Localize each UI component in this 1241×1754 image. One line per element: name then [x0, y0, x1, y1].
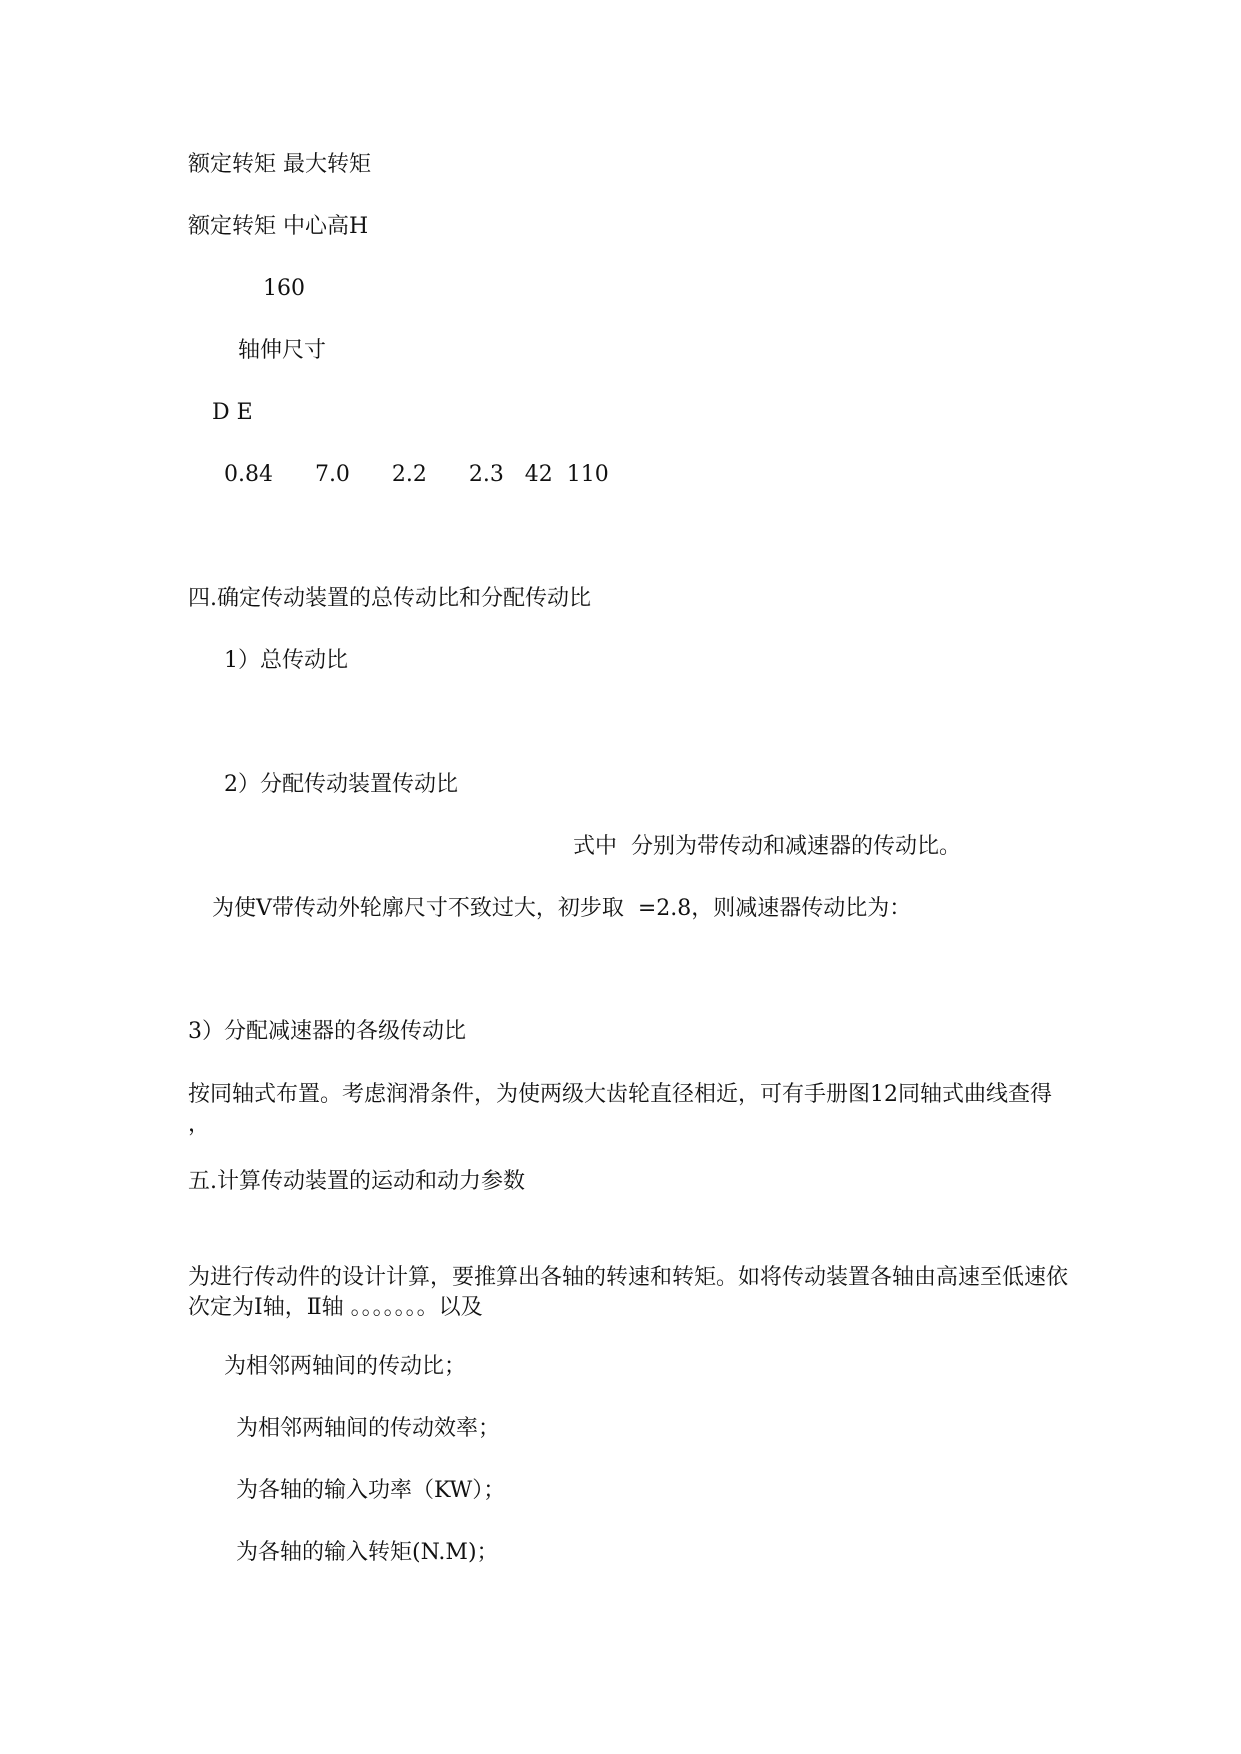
text-line-11: 为使V带传动外轮廓尺寸不致过大，初步取 =2.8，则减速器传动比为： [212, 896, 912, 921]
text-line-3: 160 [263, 276, 305, 301]
subheading-1: 1）总传动比 [224, 648, 348, 673]
text-line-16: 为相邻两轴间的传动比； [224, 1354, 467, 1379]
paragraph-2: 为进行传动件的设计计算，要推算出各轴的转速和转矩。如将传动装置各轴由高速至低速依次定为Ⅰ轴，Ⅱ轴 。。。。。。。以及 [188, 1265, 1069, 1320]
text-line-19: 为各轴的输入转矩(N.M)； [236, 1540, 499, 1565]
section-heading-4: 四.确定传动装置的总传动比和分配传动比 [188, 586, 591, 611]
text-line-4: 轴伸尺寸 [238, 338, 327, 363]
text-line-5: D E [212, 400, 253, 425]
text-line-6: 0.84 7.0 2.2 2.3 42 110 [224, 462, 609, 487]
text-line-1: 额定转矩 最大转矩 [188, 152, 371, 177]
subheading-2: 2）分配传动装置传动比 [224, 772, 458, 797]
section-heading-5: 五.计算传动装置的运动和动力参数 [188, 1169, 525, 1194]
text-line-2: 额定转矩 中心高H [188, 214, 369, 239]
subheading-3: 3）分配减速器的各级传动比 [188, 1019, 466, 1044]
text-line-17: 为相邻两轴间的传动效率； [236, 1416, 501, 1441]
text-line-18: 为各轴的输入功率（KW）； [236, 1478, 506, 1503]
paragraph-1: 按同轴式布置。考虑润滑条件，为使两级大齿轮直径相近，可有手册图12同轴式曲线查得 ， [188, 1082, 1052, 1137]
text-line-10: 式中 分别为带传动和减速器的传动比。 [573, 834, 961, 859]
